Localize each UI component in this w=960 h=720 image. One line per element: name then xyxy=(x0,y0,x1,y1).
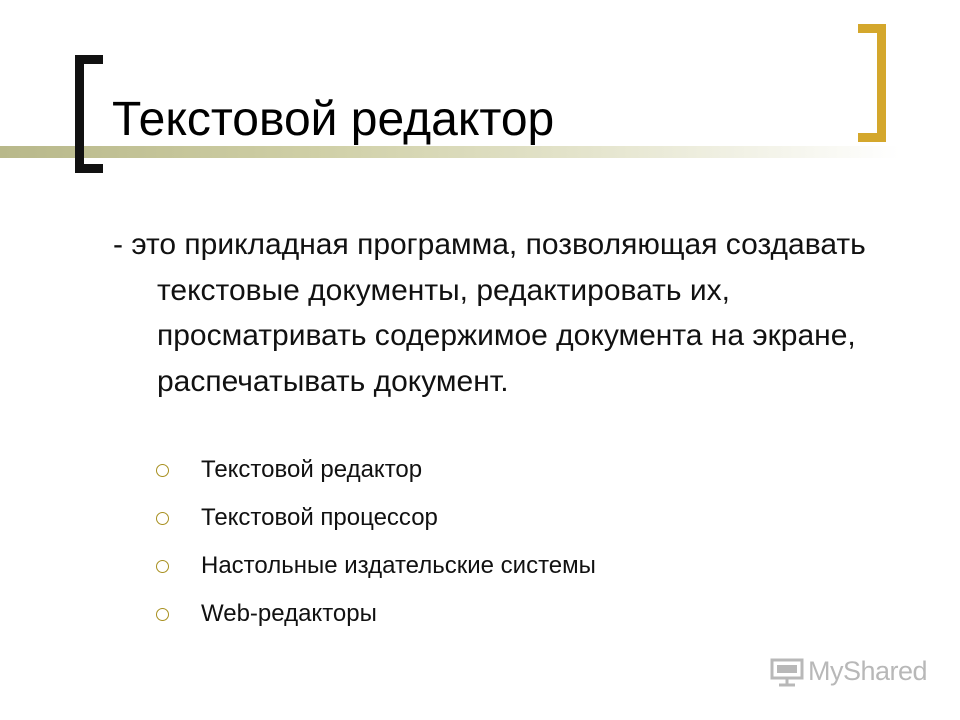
list-item xyxy=(156,494,596,542)
bullet-label: Web-редакторы xyxy=(201,600,377,627)
slide-title: Текстовой редактор xyxy=(112,93,555,146)
hollow-circle-bullet-icon xyxy=(156,560,169,573)
list-item xyxy=(156,590,596,638)
list-item xyxy=(156,446,596,494)
watermark-text: MyShared xyxy=(808,656,928,686)
left-bracket-decoration xyxy=(75,55,103,173)
definition-text: - это прикладная программа, позволяющая создавать текстовые документы, редактировать их, просматривать содержимое документа на экране, распечатывать документ. xyxy=(113,228,866,398)
hollow-circle-bullet-icon xyxy=(156,608,169,621)
hollow-circle-bullet-icon xyxy=(156,512,169,525)
list-item xyxy=(156,542,596,590)
bullet-label: Текстовой процессор xyxy=(201,504,438,531)
bullet-list xyxy=(156,446,596,638)
presentation-screen-icon xyxy=(770,657,804,687)
bullet-label: Текстовой редактор xyxy=(201,456,423,483)
hollow-circle-bullet-icon xyxy=(156,464,169,477)
right-bracket-decoration xyxy=(858,24,886,142)
bullet-label: Настольные издательские системы xyxy=(201,552,596,579)
watermark-logo xyxy=(770,656,927,687)
